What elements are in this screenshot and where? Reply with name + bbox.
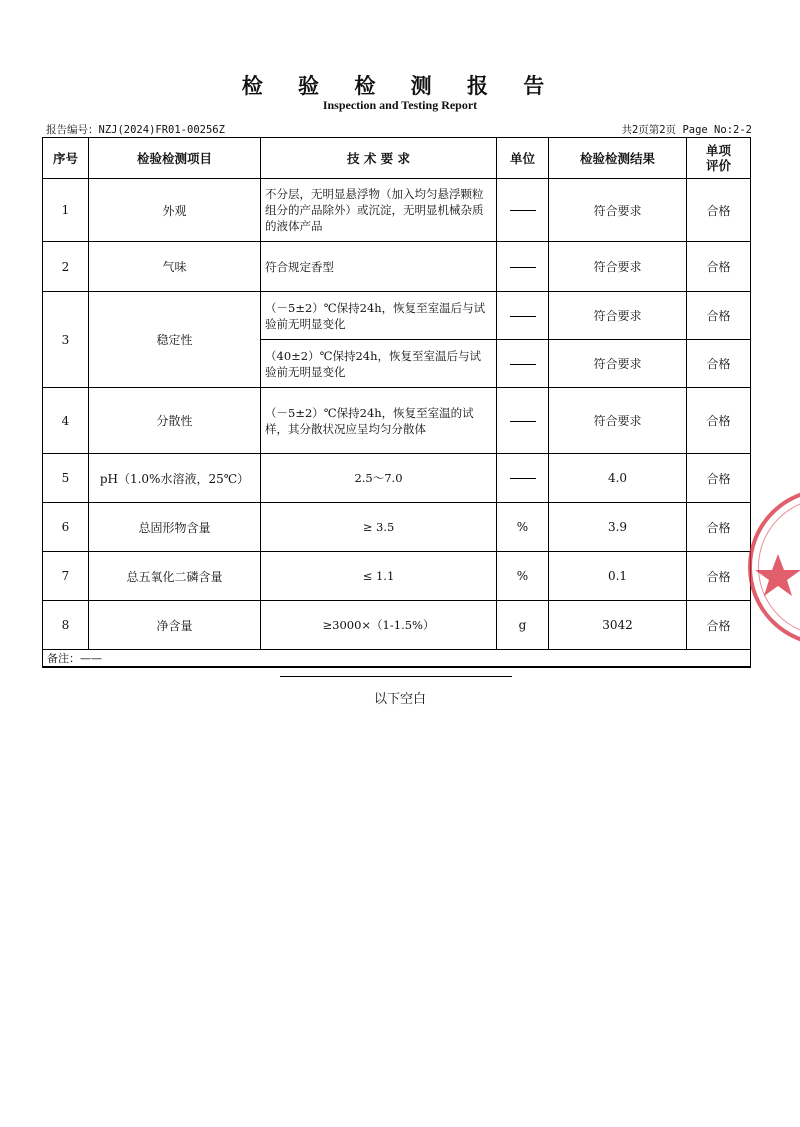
cell-requirement: ≤ 1.1	[261, 552, 497, 601]
cell-requirement: 符合规定香型	[261, 242, 497, 292]
remarks-cell: 备注：——	[43, 650, 751, 668]
cell-requirement: ≥3000×（1-1.5%）	[261, 601, 497, 650]
table-row	[43, 242, 751, 292]
cell-no: 1	[43, 179, 89, 242]
cell-item: 净含量	[89, 601, 261, 650]
cell-evaluation: 合格	[687, 503, 751, 552]
table-header-row	[43, 138, 751, 179]
cell-result: 符合要求	[549, 388, 687, 454]
cell-requirement: 不分层，无明显悬浮物（加入均匀悬浮颗粒组分的产品除外）或沉淀，无明显机械杂质的液体产品	[261, 179, 497, 242]
cell-unit: %	[497, 503, 549, 552]
table-row	[43, 601, 751, 650]
cell-unit	[497, 388, 549, 454]
cell-no: 6	[43, 503, 89, 552]
cell-item: 气味	[89, 242, 261, 292]
table-row	[43, 292, 751, 340]
cell-unit: g	[497, 601, 549, 650]
cell-unit: %	[497, 552, 549, 601]
dash-mark	[510, 316, 536, 317]
cell-no: 3	[43, 292, 89, 388]
cell-result: 符合要求	[549, 179, 687, 242]
cell-unit	[497, 340, 549, 388]
cell-item: 稳定性	[89, 292, 261, 388]
column-header-item: 检验检测项目	[89, 138, 261, 179]
cell-no: 7	[43, 552, 89, 601]
cell-unit	[497, 454, 549, 503]
remarks-row	[43, 650, 751, 668]
official-seal-stamp	[748, 488, 800, 646]
cell-requirement: 2.5～7.0	[261, 454, 497, 503]
cell-unit	[497, 292, 549, 340]
cell-result: 3042	[549, 601, 687, 650]
inspection-table	[42, 137, 751, 668]
cell-result: 符合要求	[549, 340, 687, 388]
column-header-unit: 单位	[497, 138, 549, 179]
column-header-result: 检验检测结果	[549, 138, 687, 179]
column-header-evaluation	[687, 138, 751, 179]
cell-unit	[497, 179, 549, 242]
cell-evaluation: 合格	[687, 552, 751, 601]
column-header-evaluation-label: 单项 评价	[705, 143, 731, 173]
report-title: 检 验 检 测 报 告	[241, 73, 559, 98]
cell-requirement: ≥ 3.5	[261, 503, 497, 552]
column-header-no: 序号	[43, 138, 89, 179]
cell-evaluation: 合格	[687, 292, 751, 340]
cell-item: 总固形物含量	[89, 503, 261, 552]
cell-evaluation: 合格	[687, 340, 751, 388]
end-divider	[280, 676, 512, 677]
cell-unit	[497, 242, 549, 292]
cell-item: 分散性	[89, 388, 261, 454]
cell-result: 0.1	[549, 552, 687, 601]
cell-item: 总五氧化二磷含量	[89, 552, 261, 601]
cell-evaluation: 合格	[687, 179, 751, 242]
page-info: 共2页第2页 Page No:2-2	[621, 124, 752, 136]
dash-mark	[510, 364, 536, 365]
cell-requirement: （40±2）℃保持24h，恢复至室温后与试验前无明显变化	[261, 340, 497, 388]
cell-requirement: （－5±2）℃保持24h，恢复至室温后与试验前无明显变化	[261, 292, 497, 340]
cell-item: 外观	[89, 179, 261, 242]
table-row	[43, 552, 751, 601]
dash-mark	[510, 421, 536, 422]
table-row	[43, 503, 751, 552]
cell-result: 4.0	[549, 454, 687, 503]
cell-evaluation: 合格	[687, 601, 751, 650]
dash-mark	[510, 478, 536, 479]
cell-no: 5	[43, 454, 89, 503]
cell-item: pH（1.0%水溶液，25℃）	[89, 454, 261, 503]
cell-evaluation: 合格	[687, 242, 751, 292]
report-subtitle: Inspection and Testing Report	[322, 98, 478, 112]
cell-no: 2	[43, 242, 89, 292]
cell-no: 8	[43, 601, 89, 650]
table-row	[43, 388, 751, 454]
table-row	[43, 454, 751, 503]
dash-mark	[510, 210, 536, 211]
cell-no: 4	[43, 388, 89, 454]
cell-requirement: （－5±2）℃保持24h，恢复至室温的试样，其分散状况应呈均匀分散体	[261, 388, 497, 454]
table-row	[43, 179, 751, 242]
cell-result: 3.9	[549, 503, 687, 552]
cell-evaluation: 合格	[687, 454, 751, 503]
report-number: 报告编号：NZJ(2024)FR01-00256Z	[46, 124, 225, 136]
dash-mark	[510, 267, 536, 268]
blank-below-text: 以下空白	[373, 692, 426, 707]
column-header-requirement: 技 术 要 求	[261, 138, 497, 179]
seal-star-icon	[752, 492, 800, 642]
cell-result: 符合要求	[549, 292, 687, 340]
cell-result: 符合要求	[549, 242, 687, 292]
cell-evaluation: 合格	[687, 388, 751, 454]
